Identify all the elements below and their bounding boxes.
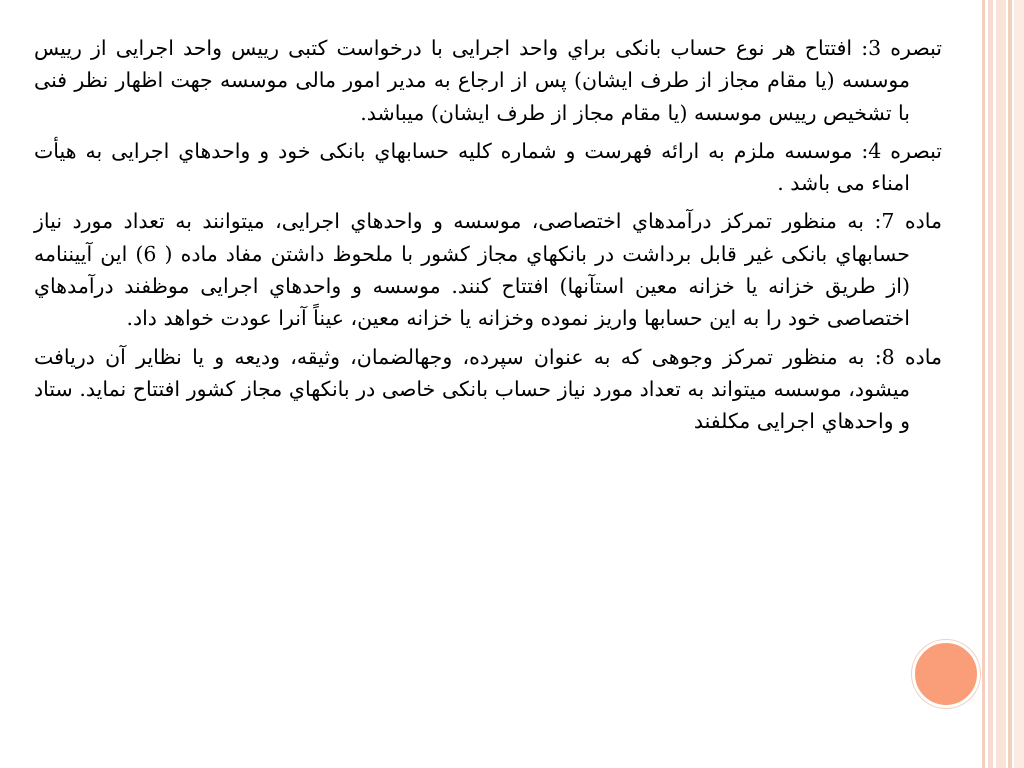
decorative-stripe: [988, 0, 993, 768]
slide-body: [34, 32, 942, 444]
decorative-stripe: [996, 0, 1006, 768]
paragraph-article-8: ماده 8: به منظور تمرکز وجوهی که به عنوان سپرده، وجهالضمان، وثیقه، ودیعه و یا نظایر آن دریافت میشود، موسسه میتواند به تعداد مورد نیاز حساب بانکی خاصی در بانکهاي مجاز کشور افتتاح نماید. ستاد و واحدهاي اجرایی مکلفند: [34, 344, 942, 434]
decorative-stripe: [1008, 0, 1012, 768]
paragraph-article-7: ماده 7: به منظور تمرکز درآمدهاي اختصاصی، موسسه و واحدهاي اجرایی، میتوانند به تعداد مورد نیاز حسابهاي بانکی غیر قابل برداشت در بانکهاي مجاز کشور با ملحوظ داشتن مفاد ماده ( 6) این آییننامه (از طریق خزانه یا خزانه معین استآنها) افتتاح کنند. موسسه و واحدهاي اجرایی موظفند درآمدهاي اختصاصی خود را به این حسابها واریز نموده وخزانه یا خزانه معین، عیناً آنرا عودت خواهد داد.: [34, 209, 942, 331]
decorative-stripe: [982, 0, 985, 768]
paragraph-note-3: تبصره 3: افتتاح هر نوع حساب بانکی براي واحد اجرایی با درخواست کتبی رییس واحد اجرایی از رییس موسسه (یا مقام مجاز از طرف ایشان) پس از ارجاع به مدیر امور مالی موسسه جهت اظهار نظر فنی با تشخیص رییس موسسه (یا مقام مجاز از طرف ایشان) میباشد.: [34, 36, 942, 125]
decorative-circle: [912, 640, 980, 708]
decorative-stripe: [1014, 0, 1024, 768]
paragraph-note-4: تبصره 4: موسسه ملزم به ارائه فهرست و شماره کلیه حسابهاي بانکی خود و واحدهاي اجرایی به هیأت امناء می باشد .: [34, 138, 942, 196]
